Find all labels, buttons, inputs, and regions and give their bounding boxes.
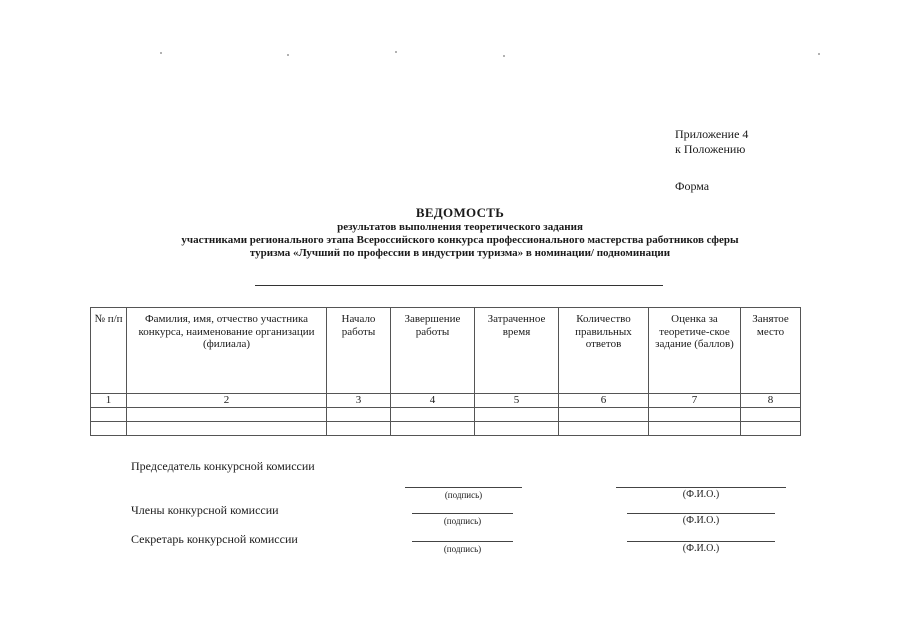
column-header-number: № п/п (91, 308, 127, 394)
table-cell (91, 422, 127, 436)
heading-line-2: участниками регионального этапа Всероссийского конкурса профессионального мастерства работников сферы (181, 234, 739, 246)
column-header-start: Начало работы (327, 308, 391, 394)
members-fio-line (627, 513, 775, 514)
table-cell (649, 408, 741, 422)
heading-line-1: результатов выполнения теоретического задания (337, 221, 583, 233)
column-header-time-spent: Затраченное время (475, 308, 559, 394)
table-cell (327, 408, 391, 422)
results-table (90, 307, 801, 436)
column-number: 5 (475, 394, 559, 408)
table-cell (391, 422, 475, 436)
secretary-signature-line (412, 541, 513, 542)
table-cell (559, 408, 649, 422)
table-cell (475, 408, 559, 422)
column-number: 2 (127, 394, 327, 408)
table-cell (127, 422, 327, 436)
form-label: Форма (675, 179, 710, 193)
members-signature-caption: (подпись) (443, 516, 482, 526)
heading-line-3: туризма «Лучший по профессии в индустрии туризма» в номинации/ подноминации (249, 247, 671, 259)
table-cell (649, 422, 741, 436)
secretary-fio-caption: (Ф.И.О.) (682, 543, 720, 554)
scan-speck (503, 55, 505, 57)
table-cell (559, 422, 649, 436)
column-number: 4 (391, 394, 475, 408)
column-header-score: Оценка за теоретиче-ское задание (баллов) (649, 308, 741, 394)
chairman-fio-line (616, 487, 786, 488)
scan-speck (160, 52, 162, 54)
table-cell (327, 422, 391, 436)
table-cell (127, 408, 327, 422)
members-signature-line (412, 513, 513, 514)
document-heading (60, 205, 860, 260)
document-title: ВЕДОМОСТЬ (415, 205, 505, 220)
members-label: Члены конкурсной комиссии (131, 503, 279, 517)
column-header-participant: Фамилия, имя, отчество участника конкурса, наименование организации (филиала) (127, 308, 327, 394)
chairman-fio-caption: (Ф.И.О.) (682, 489, 720, 500)
column-header-place: Занятое место (741, 308, 801, 394)
column-number-row (91, 394, 801, 408)
appendix-regulation-line: к Положению (675, 142, 746, 156)
column-number: 7 (649, 394, 741, 408)
scan-speck (818, 53, 820, 55)
table-cell (741, 422, 801, 436)
secretary-signature-caption: (подпись) (443, 544, 482, 554)
table-row (91, 408, 801, 422)
column-header-correct-answers: Количество правильных ответов (559, 308, 649, 394)
column-number: 8 (741, 394, 801, 408)
appendix-line: Приложение 4 (675, 127, 749, 141)
column-number: 3 (327, 394, 391, 408)
chairman-label: Председатель конкурсной комиссии (131, 459, 315, 473)
table-row (91, 422, 801, 436)
secretary-label: Секретарь конкурсной комиссии (131, 532, 298, 546)
secretary-fio-line (627, 541, 775, 542)
members-fio-caption: (Ф.И.О.) (682, 515, 720, 526)
table-cell (475, 422, 559, 436)
column-header-finish: Завершение работы (391, 308, 475, 394)
table-cell (391, 408, 475, 422)
appendix-note (675, 127, 748, 157)
nomination-blank-line (255, 285, 663, 286)
scan-speck (287, 54, 289, 56)
table-header-row (91, 308, 801, 394)
chairman-signature-caption: (подпись) (444, 490, 483, 500)
column-number: 6 (559, 394, 649, 408)
column-number: 1 (91, 394, 127, 408)
scan-speck (395, 51, 397, 53)
table-cell (741, 408, 801, 422)
table-cell (91, 408, 127, 422)
chairman-signature-line (405, 487, 522, 488)
